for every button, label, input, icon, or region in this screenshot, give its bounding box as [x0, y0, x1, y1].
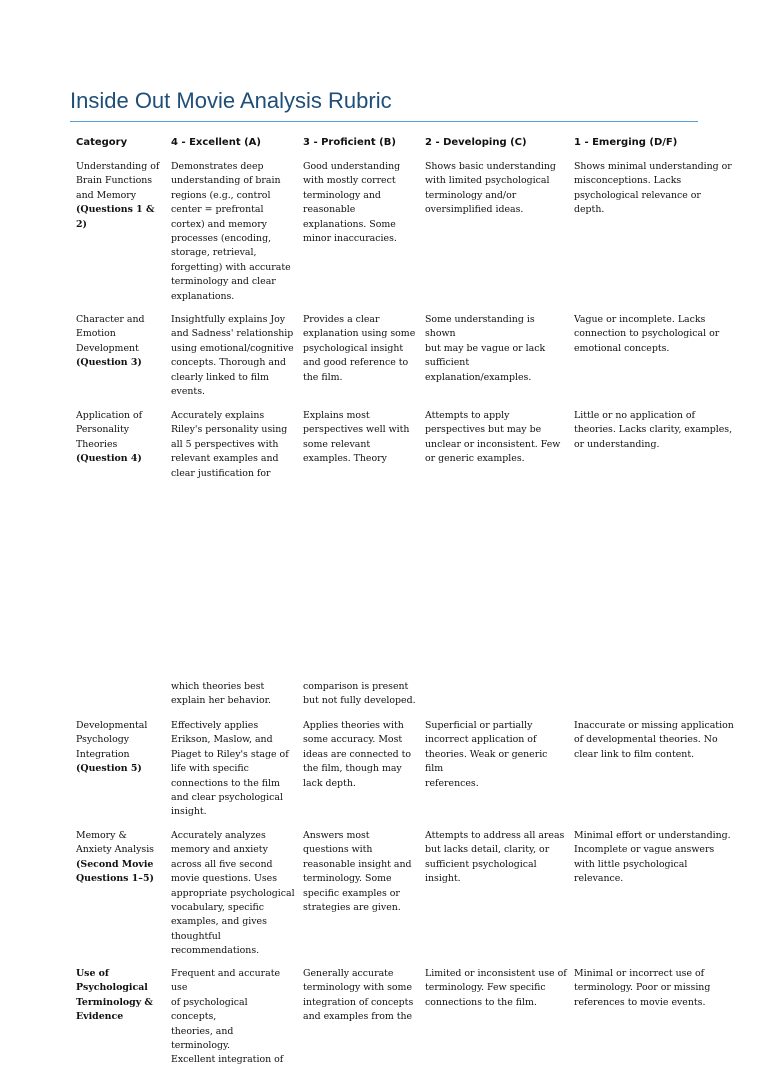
- row-personality-proficient-continued: comparison is present but not fully developed.: [303, 681, 416, 707]
- row-brain-emerging: Shows minimal understanding or misconceptions. Lacks psychological relevance or depth.: [574, 161, 732, 216]
- row-developmental-emerging: Inaccurate or missing application of developmental theories. No clear link to film content.: [574, 720, 734, 760]
- row-memory-anxiety-emerging: Minimal effort or understanding. Incomplete or vague answers with little psychological relevance.: [574, 830, 731, 885]
- row-character-developing: Some understanding is shown but may be vague or lack sufficient explanation/examples.: [425, 314, 546, 383]
- category-text: Memory & Anxiety Analysis: [76, 830, 154, 856]
- title-divider: [70, 121, 698, 122]
- row-brain-proficient: Good understanding with mostly correct terminology and reasonable explanations. Some minor inaccuracies.: [303, 161, 401, 245]
- row-developmental-proficient: Applies theories with some accuracy. Most ideas are connected to the film, though may lack depth.: [303, 720, 412, 789]
- row-character-category: [76, 313, 166, 371]
- row-brain-category: [76, 160, 166, 232]
- header-category: Category: [76, 137, 128, 148]
- category-questions: Use of Psychological Terminology & Evidence: [76, 968, 153, 1023]
- header-excellent: 4 - Excellent (A): [171, 137, 261, 148]
- category-text: Character and Emotion Development: [76, 314, 145, 354]
- row-personality-proficient: Explains most perspectives well with some relevant examples. Theory: [303, 410, 410, 465]
- category-questions: (Second Movie Questions 1–5): [76, 858, 154, 885]
- row-brain-excellent: Demonstrates deep understanding of brain regions (e.g., control center = prefrontal cortex) and memory processes (encoding, storage, retrieval, forgetting) with accurate terminology and clear explanations.: [171, 161, 291, 302]
- row-personality-excellent-continued: which theories best explain her behavior.: [171, 681, 272, 707]
- header-developing: 2 - Developing (C): [425, 137, 527, 148]
- header-proficient: 3 - Proficient (B): [303, 137, 396, 148]
- category-text: Application of Personality Theories: [76, 410, 143, 450]
- category-questions: (Question 5): [76, 763, 142, 775]
- row-memory-anxiety-excellent: Accurately analyzes memory and anxiety across all five second movie questions. Uses appropriate psychological vocabulary, specific examples, and gives thoughtful recommendations.: [171, 830, 295, 957]
- header-emerging: 1 - Emerging (D/F): [574, 137, 678, 148]
- row-personality-emerging: Little or no application of theories. Lacks clarity, examples, or understanding.: [574, 410, 733, 450]
- row-character-emerging: Vague or incomplete. Lacks connection to psychological or emotional concepts.: [574, 314, 720, 354]
- row-brain-developing: Shows basic understanding with limited psychological terminology and/or oversimplified ideas.: [425, 161, 556, 216]
- row-terminology-excellent: Frequent and accurate use of psychological concepts, theories, and terminology. Excellent integration of: [171, 968, 284, 1066]
- row-memory-anxiety-proficient: Answers most questions with reasonable insight and terminology. Some specific examples or strategies are given.: [303, 830, 412, 914]
- category-questions: (Question 4): [76, 453, 142, 465]
- row-character-proficient: Provides a clear explanation using some psychological insight and good reference to the film.: [303, 314, 416, 383]
- row-developmental-developing: Superficial or partially incorrect application of theories. Weak or generic film references.: [425, 720, 548, 789]
- row-terminology-proficient: Generally accurate terminology with some integration of concepts and examples from the: [303, 968, 414, 1023]
- row-character-excellent: Insightfully explains Joy and Sadness' relationship using emotional/cognitive concepts. Thorough and clearly linked to film events.: [171, 314, 294, 398]
- page-title: Inside Out Movie Analysis Rubric: [70, 88, 392, 113]
- row-personality-category: [76, 409, 166, 467]
- category-text: Understanding of Brain Functions and Memory: [76, 161, 160, 201]
- row-personality-developing: Attempts to apply perspectives but may be unclear or inconsistent. Few or generic examples.: [425, 410, 561, 465]
- row-terminology-emerging: Minimal or incorrect use of terminology. Poor or missing references to movie events.: [574, 968, 711, 1008]
- row-memory-anxiety-developing: Attempts to address all areas but lacks detail, clarity, or sufficient psychological insight.: [425, 830, 565, 885]
- category-questions: (Questions 1 & 2): [76, 204, 155, 230]
- row-memory-anxiety-category: [76, 829, 166, 887]
- category-questions: (Question 3): [76, 357, 142, 369]
- row-personality-excellent: Accurately explains Riley's personality using all 5 perspectives with relevant examples and clear justification for: [171, 410, 288, 479]
- row-developmental-excellent: Effectively applies Erikson, Maslow, and Piaget to Riley's stage of life with specific connections to the film and clear psychological insight.: [171, 720, 289, 818]
- row-terminology-category: [76, 967, 166, 1025]
- row-developmental-category: [76, 719, 166, 777]
- category-text: Developmental Psychology Integration: [76, 720, 148, 760]
- row-terminology-developing: Limited or inconsistent use of terminology. Few specific connections to the film.: [425, 968, 567, 1008]
